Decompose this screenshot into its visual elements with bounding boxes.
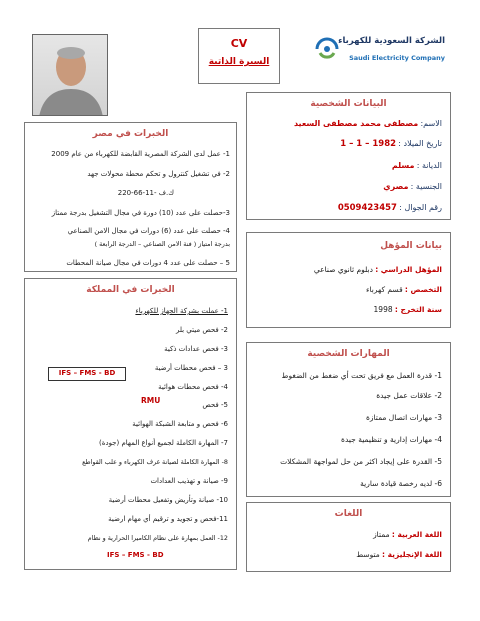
kingdom-item: 2- فحص ميتي بلر (175, 326, 228, 334)
major-row (366, 285, 442, 295)
kingdom-item: 4- فحص محطات هوائية (158, 383, 228, 391)
arabic-row (373, 530, 442, 540)
kingdom-item: 6- فحص و متابعة الشبكة الهوائية (132, 420, 228, 428)
english-label: اللغة الإنجليزية : (382, 550, 442, 559)
skill-item: 3- مهارات اتصال ممتازة (365, 413, 442, 422)
ifs-bottom-label: IFS – FMS - BD (107, 551, 164, 559)
arabic-value: ممتاز (373, 530, 390, 539)
kingdom-item: 11-فحص و تجويد و ترقيم أي مهام ارضية (108, 515, 228, 523)
nationality-value: مصري (383, 182, 409, 191)
skill-item: 5- القدرة على إيجاد اكثر من حل لمواجهة المشكلات (280, 457, 442, 466)
egypt-item: 5 – حصلت على عدد 4 دورات في مجال صيانة المحطات (66, 259, 230, 267)
degree-value: دبلوم ثانوي صناعي (313, 265, 373, 274)
company-logo-icon (314, 36, 340, 62)
logo-english: Saudi Electricity Company (349, 54, 445, 62)
year-label: سنة التخرج : (394, 305, 442, 314)
nationality-label: الجنسية : (410, 182, 442, 191)
egypt-header: الخبرات في مصر (92, 129, 169, 139)
kingdom-header: الخبرات في المملكة (86, 285, 175, 295)
egypt-item: 1- عمل لدى الشركة المصرية القابضة للكهرباء من عام 2009 (51, 150, 230, 158)
arabic-label: اللغة العربية : (391, 530, 442, 539)
nationality-row (383, 182, 442, 192)
egypt-item: 220-66-11- ك.ف (117, 189, 174, 197)
qualification-section (246, 232, 451, 328)
year-row (374, 305, 442, 315)
personal-header: البيانات الشخصية (310, 99, 387, 109)
year-value: 1998 (373, 305, 393, 314)
kingdom-item: 12- العمل بمهارة على نظام الكاميرا الحرارية و نظام (87, 534, 228, 542)
egypt-item: بدرجة امتياز ( فنة الامن الصناعي – الدرجة الرابعة ) (94, 240, 230, 248)
mobile-label: رقم الجوال : (399, 203, 442, 212)
kingdom-item: 5- فحص (202, 401, 228, 409)
skill-item: 1- قدرة العمل مع فريق تحت أي ضغط من الضغوط (281, 371, 442, 380)
skill-item: 6- لديه رخصة قيادة سارية (360, 479, 442, 488)
kingdom-item: 7- المهارة الكاملة لجميع أنواع المهام (جودة) (99, 439, 228, 447)
profile-photo (32, 34, 108, 116)
kingdom-item: 10- صيانة وتأريض وتفعيل محطات أرضية (108, 496, 228, 504)
kingdom-item: 3- فحص عدادات ذكية (164, 345, 228, 353)
ifs-box: IFS – FMS - BD (48, 367, 126, 381)
company-logo (312, 32, 447, 76)
birth-label: تاريخ الميلاد : (398, 139, 442, 148)
kingdom-item: 9- صيانة و تهذيب العدادات (150, 477, 228, 485)
english-value: متوسط (356, 550, 380, 559)
skill-item: 2- علاقات عمل جيدة (376, 391, 442, 400)
major-value: قسم كهرباء (365, 285, 403, 294)
skills-section (246, 342, 451, 497)
skills-header: المهارات الشخصية (307, 349, 390, 359)
egypt-item: 2- في تشغيل كنترول و تحكم محطة محولات جهد (87, 170, 230, 178)
languages-header: اللغات (334, 509, 363, 519)
skill-item: 4- مهارات إدارية و تنظيمية جيدة (341, 435, 442, 444)
degree-label: المؤهل الدراسي : (375, 265, 442, 274)
logo-arabic: الشركة السعودية للكهرباء (338, 36, 445, 46)
major-label: التخصص : (404, 285, 442, 294)
mobile-value: 0509423457 (337, 203, 397, 213)
kingdom-item: 3 – فحص محطات أرضية (154, 364, 228, 372)
kingdom-item: 8- المهارة الكاملة لصيانة غرف الكهرباء و علب القواطع (82, 458, 228, 466)
cv-title: CV (230, 37, 248, 50)
qualification-header: بيانات المؤهل (380, 241, 442, 251)
rmu-label: RMU (141, 396, 161, 405)
egypt-item: 3-حصلت على عدد (10) دورة في مجال التشغيل بدرجة ممتاز (51, 209, 230, 217)
cv-title-box (198, 28, 280, 84)
birth-row (340, 139, 442, 149)
mobile-row (338, 203, 442, 213)
person-photo-icon (33, 35, 108, 116)
name-row (294, 119, 442, 129)
name-value: مصطفى محمد مصطفى السعيد (293, 119, 419, 128)
birth-value: 1 – 1 – 1982 (340, 139, 397, 149)
egypt-item: 4- حصلت على عدد (6) دورات في مجال الامن الصناعي (67, 227, 230, 235)
kingdom-section (24, 278, 237, 570)
religion-row (392, 161, 442, 171)
egypt-section (24, 122, 237, 272)
cv-subtitle: السيرة الذاتية (208, 57, 270, 67)
religion-label: الديانة : (416, 161, 442, 170)
english-row (356, 550, 442, 560)
languages-section (246, 502, 451, 572)
name-label: الاسم: (420, 119, 442, 128)
kingdom-item: 1- عملت بشركة الجهاز للكهرباء (135, 307, 228, 315)
religion-value: مسلم (391, 161, 415, 170)
degree-row (314, 265, 442, 275)
personal-section (246, 92, 451, 220)
